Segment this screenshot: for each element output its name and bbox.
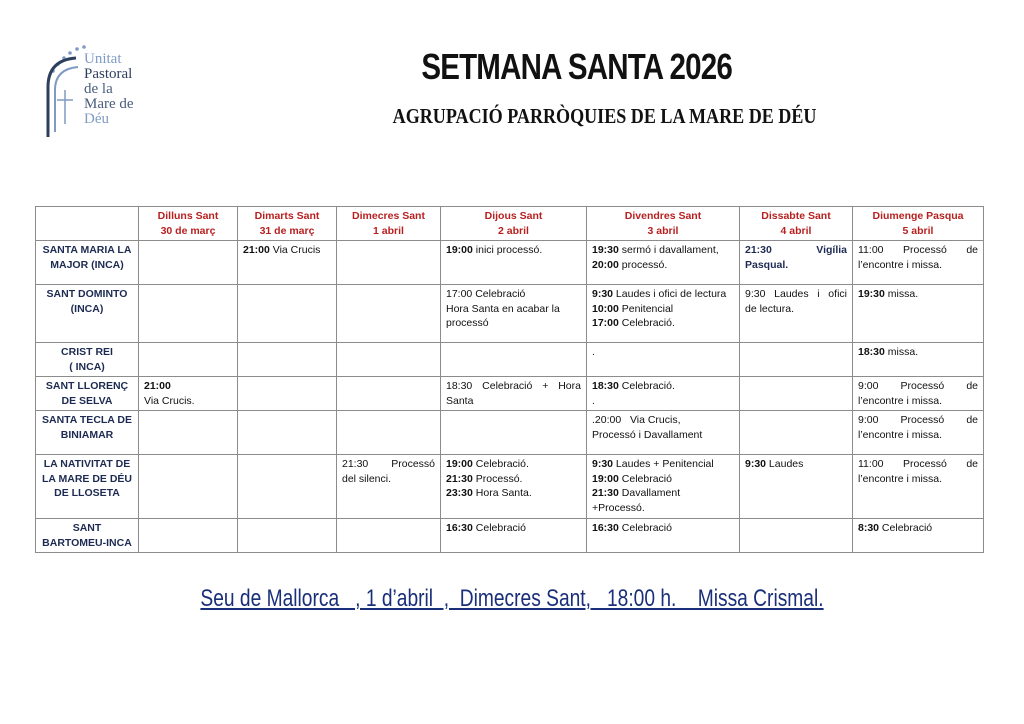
schedule-cell (587, 455, 740, 519)
event-time: 19:30 (858, 288, 885, 300)
event-time: 18:30 (592, 380, 619, 392)
event-time: 18:30 (858, 346, 885, 358)
event-time: 19:00 (446, 458, 473, 470)
event-text: de lectura. (745, 302, 795, 315)
schedule-cell (441, 343, 587, 377)
schedule-cell (238, 411, 337, 455)
logo-line-3: de la (84, 81, 113, 97)
parish-name-line: BARTOMEU-INCA (42, 536, 132, 549)
header-row (36, 207, 984, 241)
schedule-cell (337, 241, 441, 285)
parish-name-line: LA NATIVITAT DE (43, 458, 131, 470)
event-text: Celebració (618, 522, 672, 534)
schedule-cell (740, 519, 853, 553)
header-date: 3 abril (647, 224, 679, 237)
event-text: Via Crucis (269, 244, 321, 256)
event-text: . (592, 346, 595, 358)
event-text: sermó i davallament, (618, 244, 719, 256)
event-time: 9:30 (745, 458, 767, 470)
schedule-cell (441, 411, 587, 455)
schedule-cell (238, 455, 337, 519)
schedule-cell (587, 411, 740, 455)
schedule-cell (139, 455, 238, 519)
schedule-cell (853, 377, 984, 411)
schedule-cell (853, 285, 984, 343)
parish-cell (36, 343, 139, 377)
event-text: . (592, 394, 595, 407)
event-time: 21:30 (446, 472, 473, 485)
event-text: 9:00 Processó de (858, 380, 978, 392)
parish-cell (36, 411, 139, 455)
schedule-cell (337, 519, 441, 553)
schedule-cell (441, 241, 587, 285)
parish-name-line: SANT (72, 522, 102, 534)
header-day: Dimarts Sant (254, 210, 320, 222)
event-text: missa. (884, 288, 919, 300)
header-date: 5 abril (902, 224, 934, 237)
schedule-cell (740, 343, 853, 377)
table-row (36, 343, 984, 377)
schedule-cell (853, 455, 984, 519)
parish-name-line: DE LLOSETA (54, 487, 120, 499)
header-friday (587, 207, 740, 241)
event-text: Laudes i ofici de lectura (613, 288, 727, 300)
parish-cell (36, 285, 139, 343)
schedule-table (35, 206, 984, 553)
event-text: Celebració (879, 522, 933, 534)
header-saturday (740, 207, 853, 241)
event-text: Celebració (472, 522, 526, 534)
logo-line-2: Pastoral (84, 66, 133, 82)
event-text: 21:30 Vigília (745, 244, 847, 256)
header-date: 30 de març (160, 224, 216, 237)
schedule-cell (441, 455, 587, 519)
header-day: Dimecres Sant (352, 210, 425, 222)
parish-name-line: LA MARE DE DÉU (41, 472, 133, 485)
event-text: Laudes (766, 458, 804, 470)
event-text: processó (446, 317, 489, 329)
event-text: Processó i Davallament (592, 428, 703, 441)
schedule-cell (139, 411, 238, 455)
schedule-cell (337, 411, 441, 455)
header-monday (139, 207, 238, 241)
event-text: Hora Santa en acabar la (446, 302, 560, 315)
event-text: missa. (884, 346, 919, 358)
header-date: 1 abril (373, 224, 404, 237)
parish-cell (36, 377, 139, 411)
event-text: Celebració. (472, 458, 529, 470)
event-time: 10:00 (592, 302, 619, 315)
header-wednesday (337, 207, 441, 241)
schedule-cell (853, 411, 984, 455)
schedule-cell (139, 377, 238, 411)
event-time: 19:00 (592, 472, 619, 485)
schedule-cell (139, 241, 238, 285)
event-text: Celebració (618, 472, 672, 485)
event-text: 17:00 Celebració (446, 288, 526, 300)
event-text: 9:00 Processó de (858, 414, 978, 426)
event-text: l’encontre i missa. (858, 428, 943, 441)
event-text: Hora Santa. (472, 487, 532, 499)
schedule-cell (238, 343, 337, 377)
schedule-cell (337, 455, 441, 519)
event-text: Davallament (618, 487, 681, 499)
event-text: 11:00 Processó de (858, 458, 978, 470)
schedule-cell (139, 519, 238, 553)
schedule-cell (139, 285, 238, 343)
header-day: Divendres Sant (624, 210, 702, 222)
schedule-cell (587, 343, 740, 377)
parish-name-line: BINIAMAR (60, 428, 114, 441)
logo-line-1: Unitat (84, 51, 122, 67)
event-time: 16:30 (592, 522, 619, 534)
event-time: 8:30 (858, 522, 880, 534)
header-day: Dissabte Sant (761, 210, 831, 222)
schedule-cell (853, 519, 984, 553)
event-text: processó. (618, 258, 668, 271)
event-text: Laudes + Penitencial (613, 458, 714, 470)
event-text: 21:30 Processó (342, 458, 435, 470)
parish-name-line: MAJOR (INCA) (50, 258, 124, 271)
schedule-cell (587, 519, 740, 553)
header-date: 4 abril (780, 224, 812, 237)
header-date: 2 abril (498, 224, 529, 237)
header-date: 31 de març (259, 224, 315, 237)
schedule-cell (238, 241, 337, 285)
header-day: Diumenge Pasqua (872, 210, 964, 222)
schedule-cell (441, 285, 587, 343)
schedule-cell (337, 285, 441, 343)
header-thursday (441, 207, 587, 241)
schedule-cell (740, 411, 853, 455)
schedule-cell (238, 519, 337, 553)
table-row (36, 241, 984, 285)
schedule-cell (337, 377, 441, 411)
header-day: Dijous Sant (484, 210, 543, 222)
schedule-cell (740, 241, 853, 285)
event-time: 16:30 (446, 522, 473, 534)
event-text: Celebració. (618, 380, 675, 392)
event-time: 21:00 (144, 380, 171, 392)
schedule-cell (740, 455, 853, 519)
parish-name-line: SANT DOMINTO (46, 288, 128, 300)
schedule-cell (337, 343, 441, 377)
event-text: +Processó. (592, 501, 645, 514)
event-time: 21:30 (592, 487, 619, 499)
header-day: Dilluns Sant (157, 210, 219, 222)
schedule-cell (853, 343, 984, 377)
event-time: 23:30 (446, 487, 473, 499)
header-sunday (853, 207, 984, 241)
parish-cell (36, 241, 139, 285)
event-text: 11:00 Processó de (858, 244, 978, 256)
schedule-cell (139, 343, 238, 377)
schedule-cell (238, 285, 337, 343)
logo-line-5: Déu (84, 111, 109, 127)
header-empty (36, 207, 139, 241)
schedule-cell (740, 285, 853, 343)
schedule-cell (587, 241, 740, 285)
event-text: Via Crucis. (144, 394, 195, 407)
page-title: SETMANA SANTA 2026 (421, 46, 732, 87)
schedule-cell (587, 285, 740, 343)
parish-cell (36, 519, 139, 553)
event-text: Celebració. (618, 317, 675, 329)
page-subtitle: AGRUPACIÓ PARRÒQUIES DE LA MARE DE DÉU (392, 104, 817, 128)
event-text: Santa (446, 394, 474, 407)
schedule-cell (441, 519, 587, 553)
event-time: 17:00 (592, 317, 619, 329)
event-text: Pasqual. (745, 258, 789, 271)
parish-name-line: SANT LLORENÇ (45, 380, 129, 392)
table-row (36, 455, 984, 519)
event-text: l’encontre i missa. (858, 258, 943, 271)
schedule-cell (238, 377, 337, 411)
table-row (36, 377, 984, 411)
event-time: 19:30 (592, 244, 619, 256)
parish-name-line: CRIST REI (61, 346, 113, 358)
event-time: 20:00 (592, 258, 619, 271)
table-row (36, 411, 984, 455)
logo-line-4: Mare de (84, 96, 134, 112)
event-text: del silenci. (342, 472, 392, 485)
parish-name-line: ( INCA) (69, 360, 105, 373)
event-time: 9:30 (592, 458, 614, 470)
parish-cell (36, 455, 139, 519)
event-text: Processó. (472, 472, 523, 485)
event-time: 21:00 (243, 244, 270, 256)
event-time: 9:30 (592, 288, 614, 300)
parish-name-line: DE SELVA (61, 394, 113, 407)
event-text: l’encontre i missa. (858, 472, 943, 485)
event-text: l’encontre i missa. (858, 394, 943, 407)
schedule-cell (587, 377, 740, 411)
footer-note: Seu de Mallorca , 1 d’abril , Dimecres Sant, 18:00 h. Missa Crismal. (200, 585, 824, 612)
schedule-cell (853, 241, 984, 285)
table-row (36, 519, 984, 553)
event-text: inici processó. (472, 244, 543, 256)
event-text: .20:00 Via Crucis, (592, 414, 681, 426)
parish-name-line: SANTA MARIA LA (42, 244, 132, 256)
parish-name-line: (INCA) (70, 302, 104, 315)
event-text: Penitencial (618, 302, 674, 315)
table-row (36, 285, 984, 343)
event-text: 18:30 Celebració + Hora (446, 380, 581, 392)
header-tuesday (238, 207, 337, 241)
parish-name-line: SANTA TECLA DE (41, 414, 133, 426)
event-time: 19:00 (446, 244, 473, 256)
event-text: 9:30 Laudes i ofici (745, 288, 847, 300)
schedule-cell (740, 377, 853, 411)
schedule-cell (441, 377, 587, 411)
